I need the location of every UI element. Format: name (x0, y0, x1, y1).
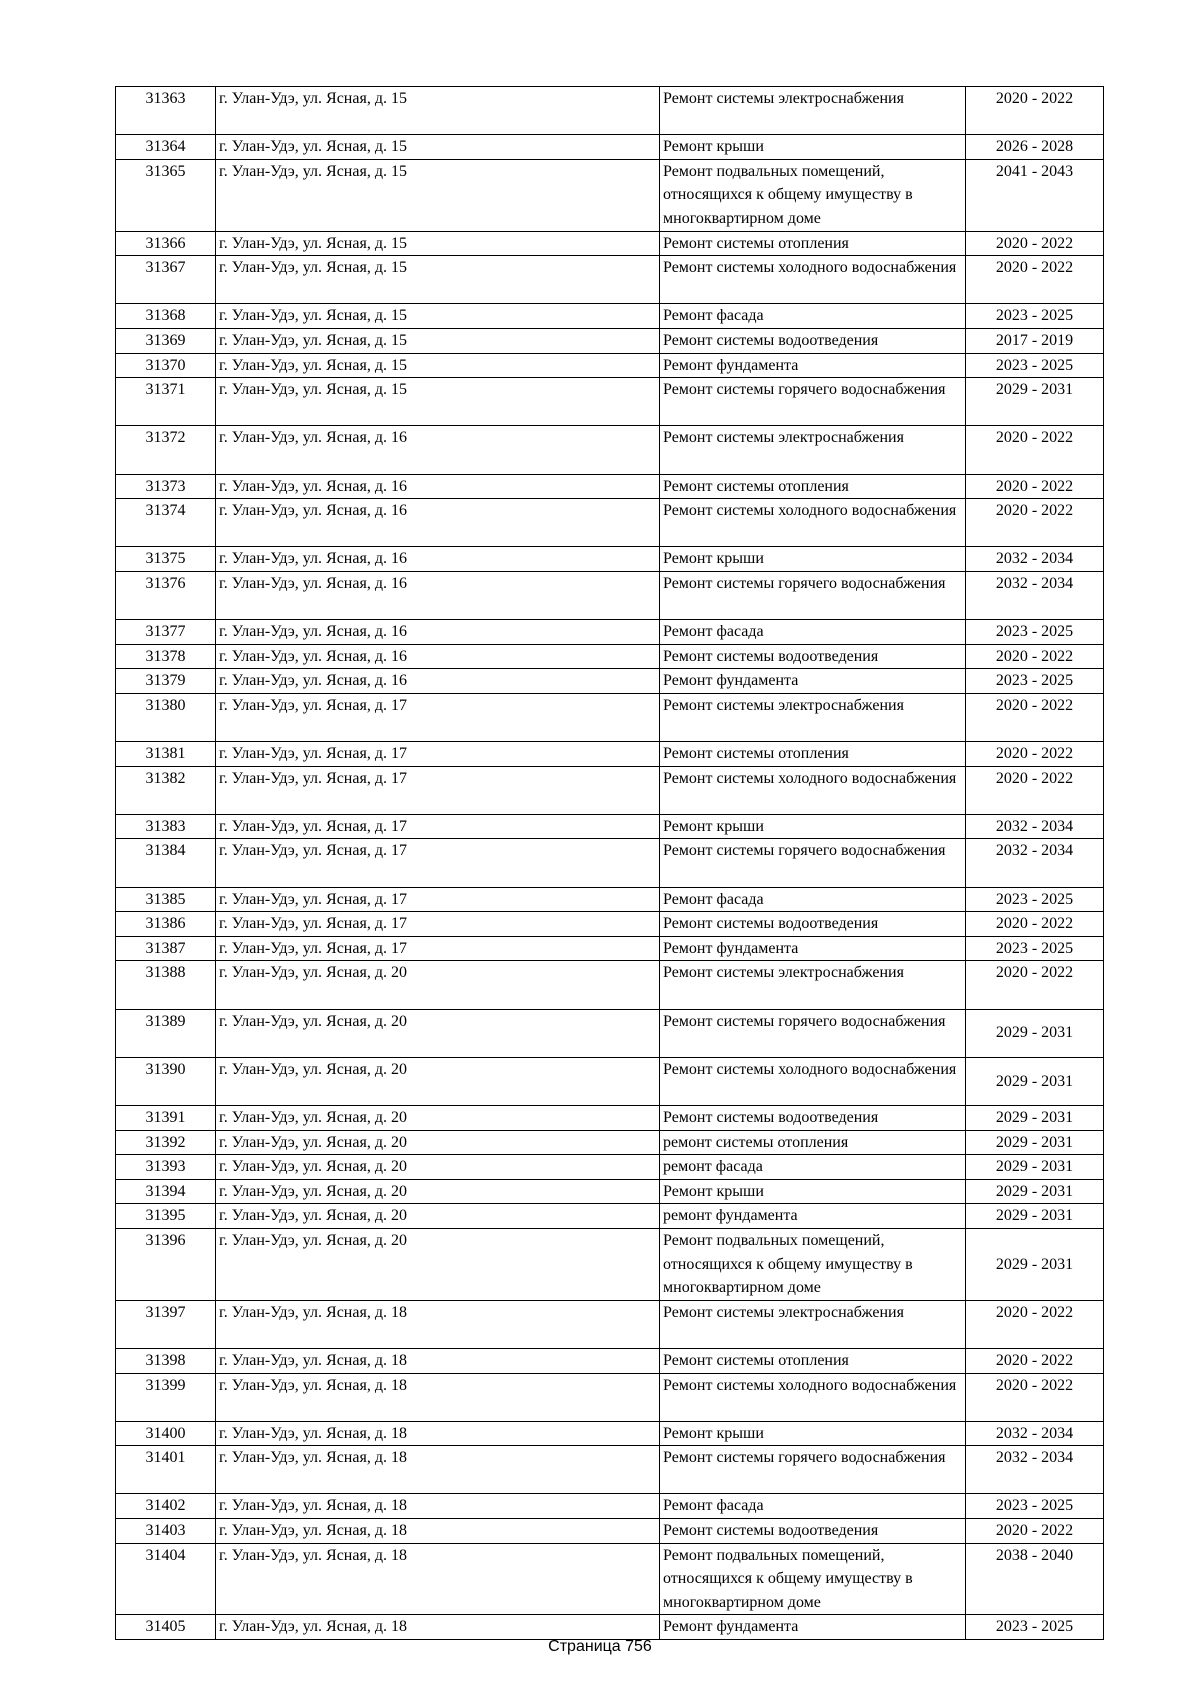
work-type-cell: Ремонт фасада (660, 1494, 966, 1519)
period-cell: 2029 - 2031 (966, 1130, 1104, 1155)
row-number-cell: 31368 (116, 304, 216, 329)
address-cell: г. Улан-Удэ, ул. Ясная, д. 16 (216, 547, 660, 572)
table-row (116, 378, 1104, 426)
work-type-cell: Ремонт крыши (660, 547, 966, 572)
address-cell: г. Улан-Удэ, ул. Ясная, д. 17 (216, 814, 660, 839)
work-type-cell: Ремонт системы водоотведения (660, 328, 966, 353)
row-number-cell: 31397 (116, 1300, 216, 1348)
work-type-cell: Ремонт системы водоотведения (660, 644, 966, 669)
table-row (116, 742, 1104, 767)
table-row (116, 887, 1104, 912)
row-number-cell: 31398 (116, 1348, 216, 1373)
period-cell: 2020 - 2022 (966, 912, 1104, 937)
work-type-cell: Ремонт системы электроснабжения (660, 87, 966, 135)
address-cell: г. Улан-Удэ, ул. Ясная, д. 18 (216, 1421, 660, 1446)
period-cell: 2020 - 2022 (966, 1519, 1104, 1544)
table-body (116, 87, 1104, 1640)
table-row (116, 1348, 1104, 1373)
work-type-cell: Ремонт системы холодного водоснабжения (660, 499, 966, 547)
period-cell: 2023 - 2025 (966, 1494, 1104, 1519)
row-number-cell: 31385 (116, 887, 216, 912)
row-number-cell: 31394 (116, 1179, 216, 1204)
table-row (116, 135, 1104, 160)
table-row (116, 669, 1104, 694)
period-cell: 2020 - 2022 (966, 1373, 1104, 1421)
address-cell: г. Улан-Удэ, ул. Ясная, д. 20 (216, 1228, 660, 1300)
period-cell: 2020 - 2022 (966, 426, 1104, 474)
row-number-cell: 31393 (116, 1155, 216, 1180)
work-type-cell: Ремонт системы горячего водоснабжения (660, 1446, 966, 1494)
address-cell: г. Улан-Удэ, ул. Ясная, д. 15 (216, 353, 660, 378)
period-cell: 2023 - 2025 (966, 304, 1104, 329)
table-row (116, 1615, 1104, 1640)
period-cell: 2032 - 2034 (966, 1446, 1104, 1494)
period-cell: 2032 - 2034 (966, 547, 1104, 572)
work-type-cell: Ремонт подвальных помещений, относящихся к общему имуществу в многоквартирном доме (660, 159, 966, 231)
period-cell: 2029 - 2031 (966, 1057, 1104, 1105)
address-cell: г. Улан-Удэ, ул. Ясная, д. 20 (216, 1179, 660, 1204)
address-cell: г. Улан-Удэ, ул. Ясная, д. 20 (216, 1009, 660, 1057)
row-number-cell: 31381 (116, 742, 216, 767)
row-number-cell: 31365 (116, 159, 216, 231)
row-number-cell: 31395 (116, 1204, 216, 1229)
period-cell: 2020 - 2022 (966, 961, 1104, 1009)
period-cell: 2032 - 2034 (966, 839, 1104, 887)
work-type-cell: Ремонт фундамента (660, 936, 966, 961)
row-number-cell: 31402 (116, 1494, 216, 1519)
table-row (116, 231, 1104, 256)
row-number-cell: 31373 (116, 474, 216, 499)
row-number-cell: 31372 (116, 426, 216, 474)
period-cell: 2038 - 2040 (966, 1543, 1104, 1615)
work-type-cell: Ремонт фундамента (660, 669, 966, 694)
row-number-cell: 31367 (116, 256, 216, 304)
work-type-cell: Ремонт системы холодного водоснабжения (660, 1373, 966, 1421)
period-cell: 2023 - 2025 (966, 669, 1104, 694)
row-number-cell: 31375 (116, 547, 216, 572)
address-cell: г. Улан-Удэ, ул. Ясная, д. 15 (216, 256, 660, 304)
period-cell: 2029 - 2031 (966, 1009, 1104, 1057)
work-type-cell: Ремонт крыши (660, 1179, 966, 1204)
period-cell: 2041 - 2043 (966, 159, 1104, 231)
row-number-cell: 31383 (116, 814, 216, 839)
table-row (116, 1494, 1104, 1519)
address-cell: г. Улан-Удэ, ул. Ясная, д. 17 (216, 766, 660, 814)
row-number-cell: 31382 (116, 766, 216, 814)
period-cell: 2023 - 2025 (966, 620, 1104, 645)
period-cell: 2029 - 2031 (966, 1204, 1104, 1229)
address-cell: г. Улан-Удэ, ул. Ясная, д. 15 (216, 87, 660, 135)
table-row (116, 571, 1104, 619)
period-cell: 2026 - 2028 (966, 135, 1104, 160)
address-cell: г. Улан-Удэ, ул. Ясная, д. 16 (216, 669, 660, 694)
table-row (116, 1373, 1104, 1421)
address-cell: г. Улан-Удэ, ул. Ясная, д. 15 (216, 231, 660, 256)
period-cell: 2020 - 2022 (966, 742, 1104, 767)
address-cell: г. Улан-Удэ, ул. Ясная, д. 17 (216, 887, 660, 912)
page-number: Страница 756 (548, 1638, 652, 1655)
row-number-cell: 31384 (116, 839, 216, 887)
period-cell: 2032 - 2034 (966, 814, 1104, 839)
work-type-cell: Ремонт системы отопления (660, 474, 966, 499)
row-number-cell: 31387 (116, 936, 216, 961)
address-cell: г. Улан-Удэ, ул. Ясная, д. 18 (216, 1446, 660, 1494)
period-cell: 2017 - 2019 (966, 328, 1104, 353)
address-cell: г. Улан-Удэ, ул. Ясная, д. 15 (216, 135, 660, 160)
row-number-cell: 31390 (116, 1057, 216, 1105)
period-cell: 2020 - 2022 (966, 231, 1104, 256)
table-row (116, 499, 1104, 547)
period-cell: 2020 - 2022 (966, 499, 1104, 547)
address-cell: г. Улан-Удэ, ул. Ясная, д. 18 (216, 1348, 660, 1373)
work-type-cell: Ремонт системы холодного водоснабжения (660, 256, 966, 304)
row-number-cell: 31363 (116, 87, 216, 135)
table-row (116, 1228, 1104, 1300)
row-number-cell: 31378 (116, 644, 216, 669)
work-type-cell: Ремонт крыши (660, 135, 966, 160)
work-type-cell: Ремонт системы электроснабжения (660, 693, 966, 741)
period-cell: 2020 - 2022 (966, 256, 1104, 304)
row-number-cell: 31403 (116, 1519, 216, 1544)
address-cell: г. Улан-Удэ, ул. Ясная, д. 15 (216, 159, 660, 231)
work-type-cell: Ремонт фасада (660, 887, 966, 912)
table-row (116, 1009, 1104, 1057)
period-cell: 2020 - 2022 (966, 1348, 1104, 1373)
row-number-cell: 31389 (116, 1009, 216, 1057)
row-number-cell: 31392 (116, 1130, 216, 1155)
table-row (116, 1155, 1104, 1180)
table-row (116, 693, 1104, 741)
address-cell: г. Улан-Удэ, ул. Ясная, д. 15 (216, 378, 660, 426)
table-row (116, 1421, 1104, 1446)
work-type-cell: Ремонт крыши (660, 814, 966, 839)
row-number-cell: 31376 (116, 571, 216, 619)
address-cell: г. Улан-Удэ, ул. Ясная, д. 17 (216, 839, 660, 887)
row-number-cell: 31400 (116, 1421, 216, 1446)
row-number-cell: 31399 (116, 1373, 216, 1421)
row-number-cell: 31377 (116, 620, 216, 645)
work-type-cell: Ремонт системы холодного водоснабжения (660, 1057, 966, 1105)
row-number-cell: 31391 (116, 1105, 216, 1130)
work-type-cell: Ремонт подвальных помещений, относящихся к общему имуществу в многоквартирном доме (660, 1543, 966, 1615)
work-type-cell: Ремонт системы электроснабжения (660, 1300, 966, 1348)
table-row (116, 839, 1104, 887)
table-row (116, 87, 1104, 135)
row-number-cell: 31388 (116, 961, 216, 1009)
table-row (116, 814, 1104, 839)
table-row (116, 766, 1104, 814)
row-number-cell: 31380 (116, 693, 216, 741)
table-row (116, 644, 1104, 669)
period-cell: 2020 - 2022 (966, 87, 1104, 135)
address-cell: г. Улан-Удэ, ул. Ясная, д. 18 (216, 1543, 660, 1615)
work-type-cell: Ремонт системы горячего водоснабжения (660, 839, 966, 887)
address-cell: г. Улан-Удэ, ул. Ясная, д. 16 (216, 571, 660, 619)
work-type-cell: ремонт фундамента (660, 1204, 966, 1229)
repair-schedule-table (115, 86, 1104, 1640)
work-type-cell: Ремонт системы отопления (660, 1348, 966, 1373)
period-cell: 2023 - 2025 (966, 1615, 1104, 1640)
row-number-cell: 31401 (116, 1446, 216, 1494)
work-type-cell: Ремонт фундамента (660, 353, 966, 378)
row-number-cell: 31364 (116, 135, 216, 160)
address-cell: г. Улан-Удэ, ул. Ясная, д. 20 (216, 1130, 660, 1155)
table-row (116, 620, 1104, 645)
period-cell: 2020 - 2022 (966, 766, 1104, 814)
table-row (116, 912, 1104, 937)
address-cell: г. Улан-Удэ, ул. Ясная, д. 17 (216, 742, 660, 767)
table-row (116, 1057, 1104, 1105)
table-row (116, 474, 1104, 499)
address-cell: г. Улан-Удэ, ул. Ясная, д. 16 (216, 620, 660, 645)
period-cell: 2020 - 2022 (966, 644, 1104, 669)
work-type-cell: Ремонт фасада (660, 620, 966, 645)
address-cell: г. Улан-Удэ, ул. Ясная, д. 20 (216, 1204, 660, 1229)
period-cell: 2023 - 2025 (966, 353, 1104, 378)
work-type-cell: Ремонт системы электроснабжения (660, 961, 966, 1009)
address-cell: г. Улан-Удэ, ул. Ясная, д. 17 (216, 693, 660, 741)
address-cell: г. Улан-Удэ, ул. Ясная, д. 18 (216, 1519, 660, 1544)
table-row (116, 328, 1104, 353)
table-row (116, 159, 1104, 231)
address-cell: г. Улан-Удэ, ул. Ясная, д. 18 (216, 1300, 660, 1348)
row-number-cell: 31404 (116, 1543, 216, 1615)
work-type-cell: Ремонт крыши (660, 1421, 966, 1446)
address-cell: г. Улан-Удэ, ул. Ясная, д. 15 (216, 328, 660, 353)
address-cell: г. Улан-Удэ, ул. Ясная, д. 18 (216, 1373, 660, 1421)
row-number-cell: 31371 (116, 378, 216, 426)
address-cell: г. Улан-Удэ, ул. Ясная, д. 16 (216, 644, 660, 669)
work-type-cell: Ремонт фундамента (660, 1615, 966, 1640)
period-cell: 2020 - 2022 (966, 693, 1104, 741)
row-number-cell: 31366 (116, 231, 216, 256)
work-type-cell: ремонт фасада (660, 1155, 966, 1180)
period-cell: 2023 - 2025 (966, 887, 1104, 912)
address-cell: г. Улан-Удэ, ул. Ясная, д. 17 (216, 912, 660, 937)
work-type-cell: Ремонт фасада (660, 304, 966, 329)
period-cell: 2029 - 2031 (966, 1155, 1104, 1180)
row-number-cell: 31405 (116, 1615, 216, 1640)
address-cell: г. Улан-Удэ, ул. Ясная, д. 15 (216, 304, 660, 329)
row-number-cell: 31379 (116, 669, 216, 694)
work-type-cell: Ремонт системы холодного водоснабжения (660, 766, 966, 814)
work-type-cell: Ремонт системы отопления (660, 231, 966, 256)
work-type-cell: Ремонт системы водоотведения (660, 1519, 966, 1544)
table-row (116, 304, 1104, 329)
row-number-cell: 31386 (116, 912, 216, 937)
period-cell: 2023 - 2025 (966, 936, 1104, 961)
row-number-cell: 31369 (116, 328, 216, 353)
address-cell: г. Улан-Удэ, ул. Ясная, д. 16 (216, 474, 660, 499)
work-type-cell: Ремонт системы водоотведения (660, 1105, 966, 1130)
table-row (116, 1179, 1104, 1204)
address-cell: г. Улан-Удэ, ул. Ясная, д. 16 (216, 499, 660, 547)
table-row (116, 256, 1104, 304)
period-cell: 2029 - 2031 (966, 378, 1104, 426)
address-cell: г. Улан-Удэ, ул. Ясная, д. 20 (216, 1105, 660, 1130)
address-cell: г. Улан-Удэ, ул. Ясная, д. 20 (216, 1155, 660, 1180)
period-cell: 2029 - 2031 (966, 1179, 1104, 1204)
table-row (116, 1446, 1104, 1494)
work-type-cell: ремонт системы отопления (660, 1130, 966, 1155)
period-cell: 2032 - 2034 (966, 1421, 1104, 1446)
address-cell: г. Улан-Удэ, ул. Ясная, д. 16 (216, 426, 660, 474)
work-type-cell: Ремонт системы отопления (660, 742, 966, 767)
work-type-cell: Ремонт системы водоотведения (660, 912, 966, 937)
table-row (116, 426, 1104, 474)
period-cell: 2029 - 2031 (966, 1228, 1104, 1300)
table-row (116, 547, 1104, 572)
work-type-cell: Ремонт системы горячего водоснабжения (660, 1009, 966, 1057)
period-cell: 2032 - 2034 (966, 571, 1104, 619)
table-row (116, 1130, 1104, 1155)
address-cell: г. Улан-Удэ, ул. Ясная, д. 20 (216, 961, 660, 1009)
work-type-cell: Ремонт системы электроснабжения (660, 426, 966, 474)
row-number-cell: 31370 (116, 353, 216, 378)
period-cell: 2020 - 2022 (966, 474, 1104, 499)
table-row (116, 1543, 1104, 1615)
period-cell: 2020 - 2022 (966, 1300, 1104, 1348)
row-number-cell: 31396 (116, 1228, 216, 1300)
table-row (116, 1300, 1104, 1348)
address-cell: г. Улан-Удэ, ул. Ясная, д. 18 (216, 1494, 660, 1519)
work-type-cell: Ремонт системы горячего водоснабжения (660, 378, 966, 426)
address-cell: г. Улан-Удэ, ул. Ясная, д. 20 (216, 1057, 660, 1105)
table-row (116, 353, 1104, 378)
work-type-cell: Ремонт подвальных помещений, относящихся к общему имуществу в многоквартирном доме (660, 1228, 966, 1300)
period-cell: 2029 - 2031 (966, 1105, 1104, 1130)
address-cell: г. Улан-Удэ, ул. Ясная, д. 17 (216, 936, 660, 961)
table-row (116, 1204, 1104, 1229)
row-number-cell: 31374 (116, 499, 216, 547)
table-row (116, 936, 1104, 961)
table-row (116, 1105, 1104, 1130)
address-cell: г. Улан-Удэ, ул. Ясная, д. 18 (216, 1615, 660, 1640)
work-type-cell: Ремонт системы горячего водоснабжения (660, 571, 966, 619)
table-row (116, 961, 1104, 1009)
table-row (116, 1519, 1104, 1544)
